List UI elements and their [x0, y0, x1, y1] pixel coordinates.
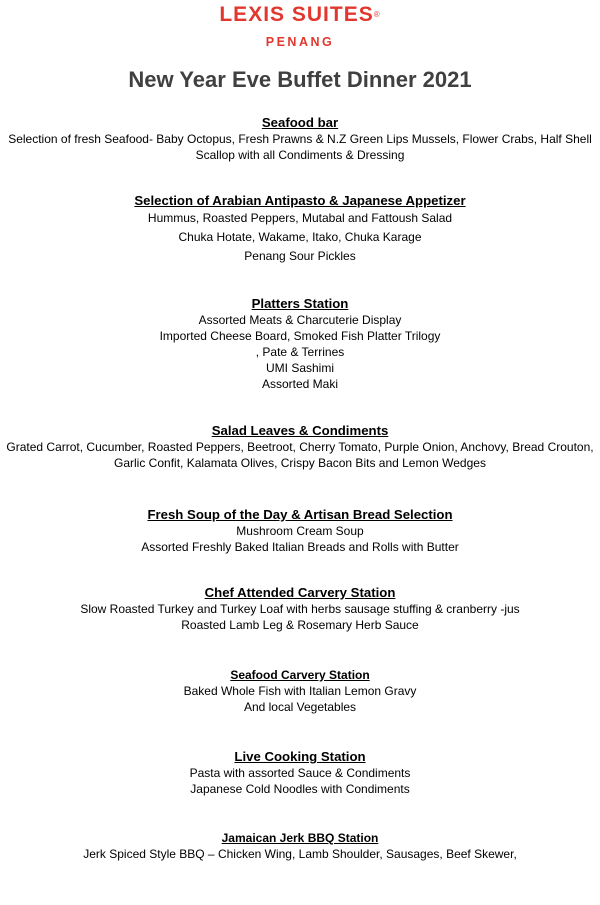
menu-line: Grated Carrot, Cucumber, Roasted Peppers, Beetroot, Cherry Tomato, Purple Onion, Anchovy, Bread Crouton,	[6, 440, 594, 454]
menu-line: Selection of fresh Seafood- Baby Octopus, Fresh Prawns & N.Z Green Lips Mussels, Flower Crabs, Half Shell	[8, 132, 592, 146]
menu-line: Baked Whole Fish with Italian Lemon Gravy	[183, 684, 417, 698]
menu-line: Mushroom Cream Soup	[236, 524, 364, 538]
menu-line: Slow Roasted Turkey and Turkey Loaf with herbs sausage stuffing & cranberry -jus	[80, 602, 520, 616]
menu-line: Japanese Cold Noodles with Condiments	[190, 782, 410, 796]
menu-line: Scallop with all Condiments & Dressing	[195, 148, 405, 162]
menu-line: UMI Sashimi	[265, 361, 334, 375]
page-title: New Year Eve Buffet Dinner 2021	[128, 67, 472, 92]
menu-line: , Pate & Terrines	[255, 345, 345, 359]
section-heading: Chef Attended Carvery Station	[204, 585, 396, 600]
menu-line: Assorted Maki	[261, 377, 339, 391]
brand-logo	[0, 2, 600, 28]
menu-line: Jerk Spiced Style BBQ – Chicken Wing, Lamb Shoulder, Sausages, Beef Skewer,	[83, 847, 517, 861]
menu-section-live-cooking	[0, 749, 600, 797]
menu-section-jerk-bbq	[0, 830, 600, 862]
menu-line: Pasta with assorted Sauce & Condiments	[189, 766, 411, 780]
menu-line: Imported Cheese Board, Smoked Fish Platter Trilogy	[159, 329, 441, 343]
menu-line: Assorted Meats & Charcuterie Display	[198, 313, 402, 327]
section-heading: Platters Station	[251, 296, 349, 311]
menu-line: Penang Sour Pickles	[244, 249, 356, 263]
brand-location: PENANG	[265, 35, 335, 49]
section-heading: Selection of Arabian Antipasto & Japanese Appetizer	[134, 193, 466, 208]
section-heading: Seafood Carvery Station	[230, 668, 370, 682]
menu-section-seafood-carvery	[0, 667, 600, 715]
menu-section-chef-carvery	[0, 585, 600, 633]
menu-section-seafood-bar	[0, 115, 600, 163]
menu-line: And local Vegetables	[243, 700, 357, 714]
section-heading: Fresh Soup of the Day & Artisan Bread Selection	[147, 507, 453, 522]
menu-line: Roasted Lamb Leg & Rosemary Herb Sauce	[181, 618, 419, 632]
section-heading: Salad Leaves & Condiments	[211, 423, 389, 438]
menu-line: Hummus, Roasted Peppers, Mutabal and Fattoush Salad	[147, 211, 453, 225]
registered-mark: ®	[373, 10, 381, 19]
section-heading: Live Cooking Station	[234, 749, 366, 764]
menu-section-soup-bread	[0, 507, 600, 555]
section-heading: Jamaican Jerk BBQ Station	[221, 831, 379, 845]
menu-line: Garlic Confit, Kalamata Olives, Crispy Bacon Bits and Lemon Wedges	[114, 456, 486, 470]
menu-section-salad-leaves	[0, 423, 600, 471]
menu-line: Assorted Freshly Baked Italian Breads and Rolls with Butter	[141, 540, 459, 554]
menu-section-antipasto-appetizer	[0, 193, 600, 264]
section-heading: Seafood bar	[261, 115, 339, 130]
brand-name: LEXIS SUITES	[219, 3, 374, 26]
menu-section-platters-station	[0, 296, 600, 392]
menu-line: Chuka Hotate, Wakame, Itako, Chuka Karage	[178, 230, 422, 244]
